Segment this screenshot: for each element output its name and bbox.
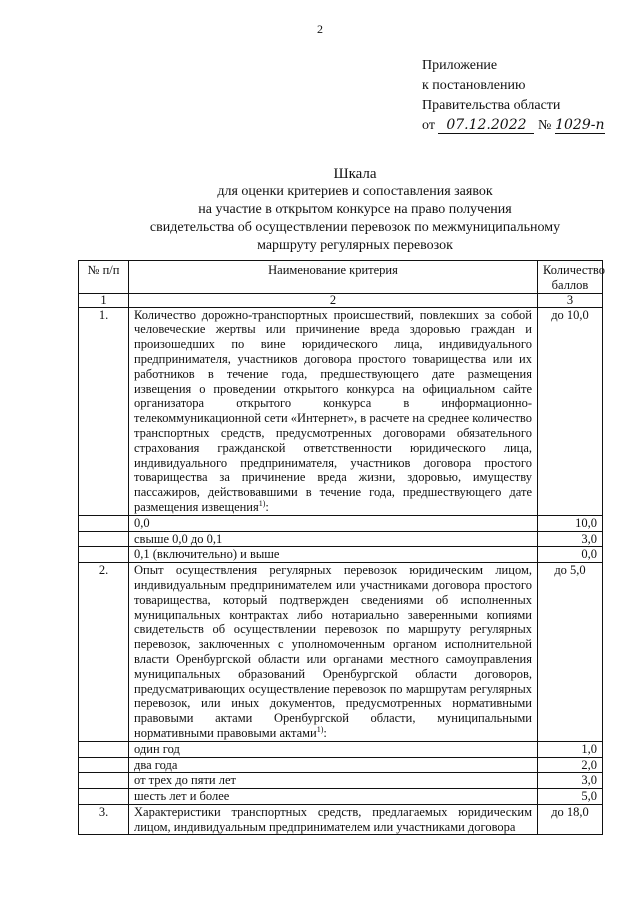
option-score: 3,0 xyxy=(538,773,603,789)
option-label: 0,0 xyxy=(129,515,538,531)
handwritten-date: 07.12.2022 xyxy=(438,118,534,134)
header-num: № п/п xyxy=(79,261,129,294)
criterion-number: 1. xyxy=(79,307,129,515)
option-row xyxy=(79,515,603,531)
option-row xyxy=(79,531,603,547)
option-score: 2,0 xyxy=(538,757,603,773)
option-score: 0,0 xyxy=(538,547,603,563)
option-score: 10,0 xyxy=(538,515,603,531)
header-name: Наименование критерия xyxy=(129,261,538,294)
appendix-line-1: Приложение xyxy=(422,58,498,73)
handwritten-number: 1029-п xyxy=(555,117,605,133)
criterion-text: Характеристики транспортных средств, предлагаемых юридическим лицом, индивидуальным предпринимателем или участниками договора xyxy=(129,804,538,835)
footnote-ref: 1) xyxy=(258,498,266,508)
number-sign: № xyxy=(537,118,552,133)
appendix-block xyxy=(422,56,605,136)
criterion-max-score: до 18,0 xyxy=(538,804,603,835)
table-row xyxy=(79,563,603,742)
column-number: 2 xyxy=(129,293,538,307)
option-label: свыше 0,0 до 0,1 xyxy=(129,531,538,547)
option-label: два года xyxy=(129,757,538,773)
option-score: 1,0 xyxy=(538,741,603,757)
heading-line-2: на участие в открытом конкурсе на право получения xyxy=(198,202,512,217)
criterion-number: 2. xyxy=(79,563,129,742)
criterion-number: 3. xyxy=(79,804,129,835)
option-row xyxy=(79,547,603,563)
appendix-date-line xyxy=(422,116,605,136)
table-row xyxy=(79,307,603,515)
document-heading xyxy=(120,165,590,255)
table-header-row xyxy=(79,261,603,294)
criterion-text: Опыт осуществления регулярных перевозок юридическим лицом, индивидуальным предпринимателем или участниками договора простого товарищества, который подтвержден сведениями об исполненных муниципальных контрактах либо нотариально заверенными копиями свидетельств об осуществлении перевозок по маршруту регулярных перевозок, заключенных с уполномоченным органом исполнительной власти Оренбургской области или органами местного самоуправления муниципальных образований Оренбургской области договоров, предусматривающих осуществление перевозок по маршрутам регулярных перевозок, или иных документов, предусмотренных нормативными правовыми актами Оренбургской области, муниципальными нормативными правовыми актами$^{1)}$: xyxy=(129,563,538,742)
option-row xyxy=(79,789,603,805)
header-score: Количество баллов xyxy=(538,261,603,294)
option-row xyxy=(79,741,603,757)
heading-line-1: для оценки критериев и сопоставления заявок xyxy=(217,184,493,199)
appendix-line-3: Правительства области xyxy=(422,98,561,113)
document-title: Шкала xyxy=(333,166,377,182)
footnote-ref: 1) xyxy=(316,724,324,734)
option-row xyxy=(79,757,603,773)
column-number: 3 xyxy=(538,293,603,307)
heading-line-4: маршруту регулярных перевозок xyxy=(257,238,453,253)
option-label: 0,1 (включительно) и выше xyxy=(129,547,538,563)
page-number: 2 xyxy=(317,22,323,36)
option-score: 3,0 xyxy=(538,531,603,547)
option-label: шесть лет и более xyxy=(129,789,538,805)
appendix-line-2: к постановлению xyxy=(422,78,526,93)
criterion-max-score: до 5,0 xyxy=(538,563,603,742)
column-number-row xyxy=(79,293,603,307)
date-prefix: от xyxy=(422,118,435,133)
table-row xyxy=(79,804,603,835)
option-label: от трех до пяти лет xyxy=(129,773,538,789)
criterion-text: Количество дорожно-транспортных происшествий, повлекших за собой человеческие жертвы или причинение вреда здоровью граждан и произошедших по вине юридического лица, индивидуального предпринимателя, участников договора простого товарищества или их работников в течение года, предшествующего дате размещения извещения о проведении открытого конкурса на официальном сайте организатора открытого конкурса в информационно-телекоммуникационной сети «Интернет», в расчете на среднее количество транспортных средств, предусмотренных договорами обязательного страхования гражданской ответственности юридического лица, индивидуального предпринимателя, участников договора простого товарищества за причинение вреда жизни, здоровью, имуществу пассажиров, действовавшими в течение года, предшествующего дате размещения извещения$^{1)}$: xyxy=(129,307,538,515)
criteria-table xyxy=(78,260,603,835)
option-row xyxy=(79,773,603,789)
option-label: один год xyxy=(129,741,538,757)
criterion-max-score: до 10,0 xyxy=(538,307,603,515)
heading-line-3: свидетельства об осуществлении перевозок по межмуниципальному xyxy=(149,220,561,235)
option-score: 5,0 xyxy=(538,789,603,805)
column-number: 1 xyxy=(79,293,129,307)
